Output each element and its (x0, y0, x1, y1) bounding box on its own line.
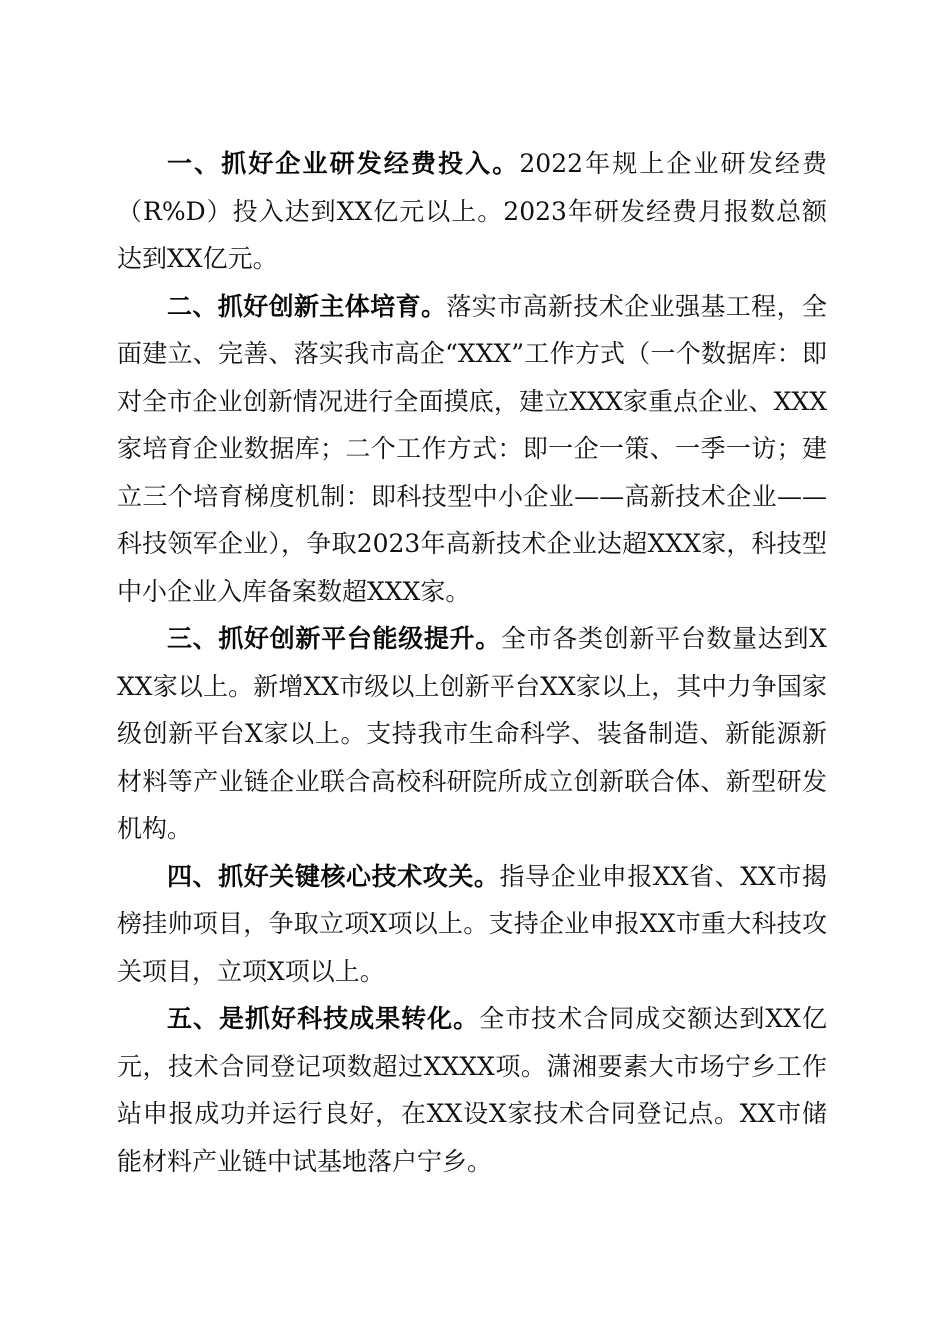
paragraph-heading: 五、是抓好科技成果转化。 (167, 1004, 480, 1033)
paragraph-heading: 一、抓好企业研发经费投入。 (167, 149, 520, 178)
paragraph-text: 指导企业申报XX省、XX市揭榜挂帅项目，争取立项X项以上。支持企业申报XX市重大科技攻关项目，立项X项以上。 (117, 861, 827, 986)
paragraph-key-technology (117, 853, 827, 996)
document-body (117, 140, 827, 1185)
paragraph-heading: 四、抓好关键核心技术攻关。 (167, 861, 500, 891)
paragraph-innovation-platforms (117, 615, 827, 853)
paragraph-rd-investment (117, 140, 827, 283)
paragraph-text: 2022年规上企业研发经费（R%D）投入达到XX亿元以上。2023年研发经费月报数总额达到XX亿元。 (117, 149, 827, 273)
paragraph-text: 落实市高新技术企业强基工程，全面建立、完善、落实我市高企“XXX”工作方式（一个数据库：即对全市企业创新情况进行全面摸底，建立XXX家重点企业、XXX家培育企业数据库；二个工作方式：即一企一策、一季一访；建立三个培育梯度机制：即科技型中小企业——高新技术企业——科技领军企业），争取2023年高新技术企业达超XXX家，科技型中小企业入库备案数超XXX家。 (117, 291, 827, 606)
paragraph-tech-transfer (117, 995, 827, 1185)
paragraph-text: 全市各类创新平台数量达到XXX家以上。新增XX市级以上创新平台XX家以上，其中力争国家级创新平台X家以上。支持我市生命科学、装备制造、新能源新材料等产业链企业联合高校科研院所成立创新联合体、新型研发机构。 (117, 624, 827, 843)
paragraph-innovation-entities (117, 283, 827, 616)
paragraph-heading: 二、抓好创新主体培育。 (167, 291, 447, 321)
paragraph-heading: 三、抓好创新平台能级提升。 (167, 624, 501, 653)
paragraph-text: 全市技术合同成交额达到XX亿元，技术合同登记项数超过XXXX项。潇湘要素大市场宁乡工作站申报成功并运行良好，在XX设X家技术合同登记点。XX市储能材料产业链中试基地落户宁乡。 (117, 1004, 827, 1176)
